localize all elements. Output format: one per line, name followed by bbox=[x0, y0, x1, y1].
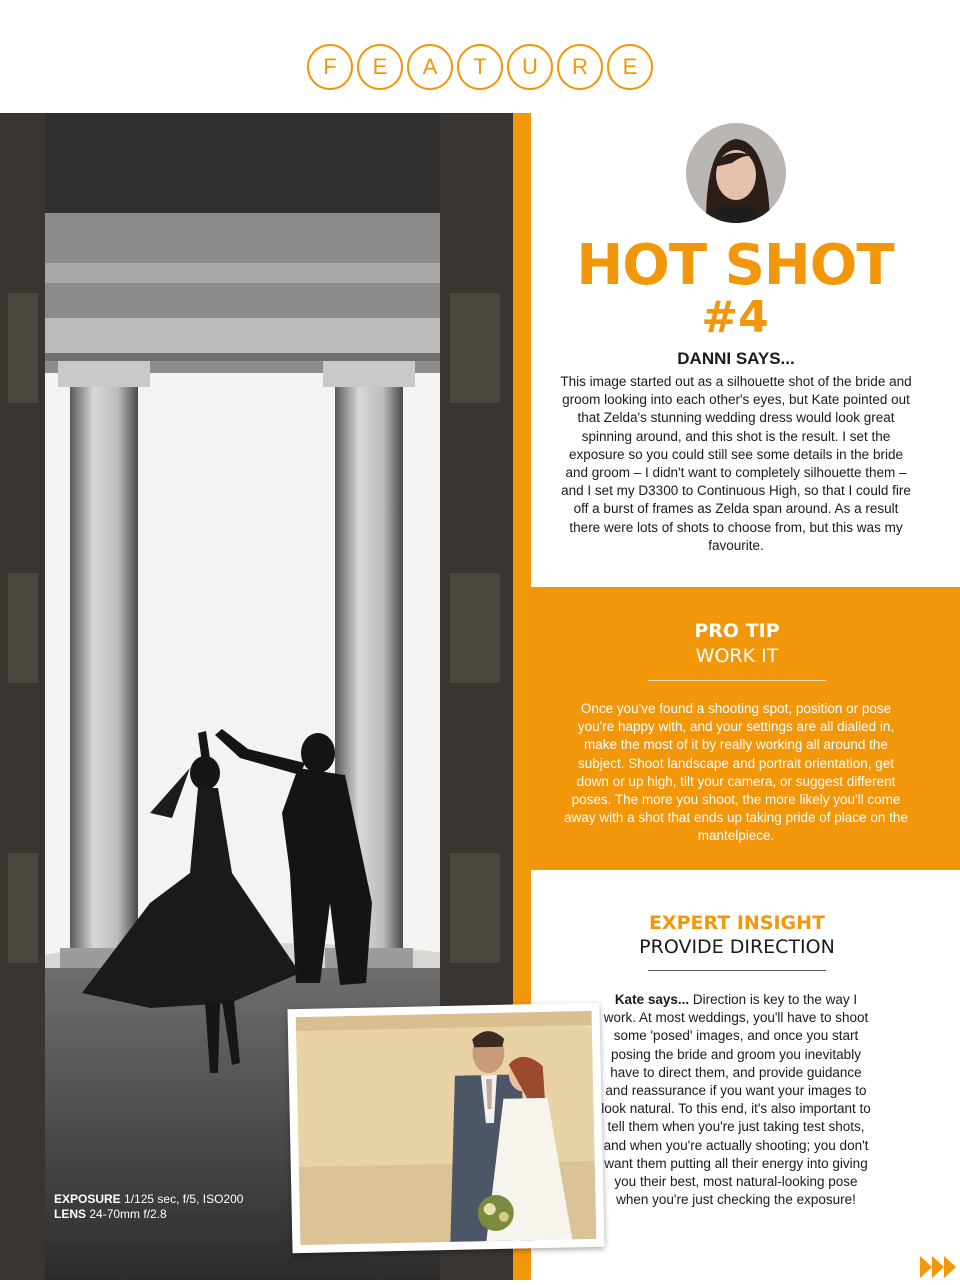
feature-letter: R bbox=[557, 44, 603, 90]
pro-tip-divider bbox=[648, 680, 826, 681]
feature-letter: E bbox=[607, 44, 653, 90]
danni-says-body: This image started out as a silhouette shot of the bride and groom looking into each other's eyes, but Kate pointed out that Zelda's stunning wedding dress would look great spinning around, and this shot is the result. I set the exposure so you could still see some details in the bride and groom – I didn't want to completely silhouette them – and I set my D3300 to Continuous High, so that I could fire off a burst of frames as Zelda span around. As a result there were lots of shots to choose from, but this was my favourite. bbox=[560, 374, 912, 553]
hot-shot-title: HOT SHOT bbox=[576, 233, 894, 298]
feature-letter: F bbox=[307, 44, 353, 90]
expert-insight-subtitle: PROVIDE DIRECTION bbox=[639, 936, 835, 958]
feature-letter: E bbox=[357, 44, 403, 90]
couple-portrait-illustration bbox=[296, 1011, 597, 1245]
lens-value: 24-70mm f/2.8 bbox=[89, 1207, 167, 1221]
pro-tip-body: Once you've found a shooting spot, position or pose you're happy with, and your settings are all dialled in, make the most of it by really working all around the subject. Shoot landscape and portrait orientation, get down or up high, tilt your camera, or suggest different poses. The more you shoot, the more likely you'll come away with a shot that ends up taking pride of place on the mantelpiece. bbox=[564, 701, 908, 844]
next-page-arrows-icon[interactable] bbox=[918, 1254, 960, 1280]
expert-insight-divider bbox=[648, 970, 826, 971]
exposure-value: 1/125 sec, f/5, ISO200 bbox=[124, 1192, 244, 1206]
avatar-portrait bbox=[686, 123, 786, 223]
feature-letter: A bbox=[407, 44, 453, 90]
expert-insight-text: Direction is key to the way I work. At most weddings, you'll have to shoot some 'posed' images, and once you start posing the bride and groom you inevitably have to direct them, and provide guidance and reassurance if you want your images to look natural. To this end, it's also important to tell them when you're just taking test shots, and when you're actually shooting; you don't want them putting all their energy into giving you their best, most natural-looking pose when you're just checking the exposure! bbox=[601, 992, 871, 1208]
lens-label: LENS bbox=[54, 1207, 87, 1221]
pro-tip-subtitle: WORK IT bbox=[695, 645, 779, 667]
feature-letter: U bbox=[507, 44, 553, 90]
danni-says-heading: DANNI SAYS... bbox=[677, 349, 795, 368]
pro-tip-title: PRO TIP bbox=[694, 620, 780, 642]
feature-header bbox=[0, 44, 960, 90]
feature-letter: T bbox=[457, 44, 503, 90]
exposure-label: EXPOSURE bbox=[54, 1192, 121, 1206]
exposure-caption bbox=[54, 1192, 243, 1222]
triple-arrow-icon bbox=[918, 1254, 960, 1280]
hot-shot-number: #4 bbox=[701, 292, 769, 343]
inset-couple-photo bbox=[287, 1003, 604, 1253]
expert-insight-lead: Kate says... bbox=[614, 992, 690, 1007]
expert-insight-body bbox=[600, 991, 872, 1209]
author-avatar bbox=[686, 123, 786, 223]
expert-insight-title: EXPERT INSIGHT bbox=[648, 912, 826, 934]
feature-letter-row bbox=[307, 44, 653, 90]
